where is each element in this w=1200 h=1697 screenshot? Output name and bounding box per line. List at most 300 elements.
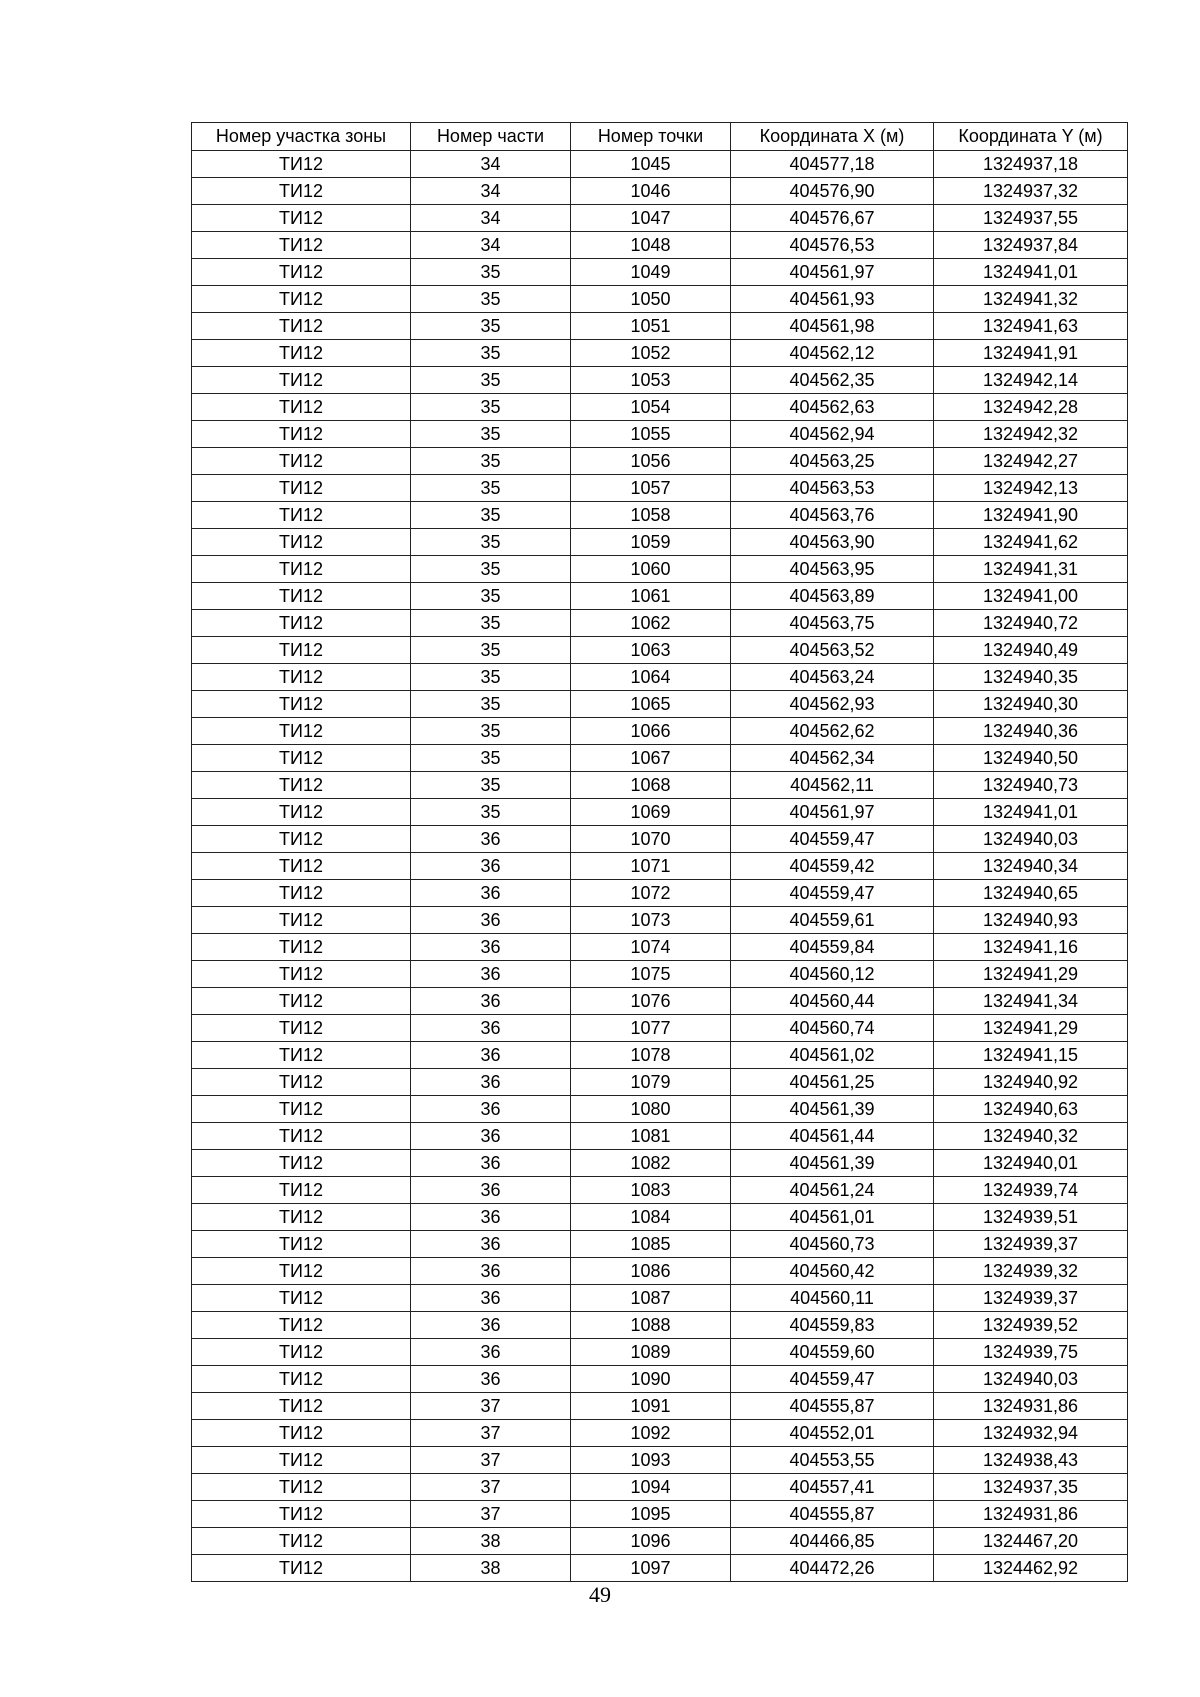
- page-number: 49: [589, 1582, 611, 1607]
- table-row: [192, 637, 1128, 664]
- cell-point-number: 1074: [571, 934, 731, 961]
- cell-coordinate-x: 404561,98: [731, 313, 934, 340]
- cell-zone-section: ТИ12: [192, 448, 411, 475]
- cell-zone-section: ТИ12: [192, 475, 411, 502]
- cell-zone-section: ТИ12: [192, 1096, 411, 1123]
- cell-point-number: 1052: [571, 340, 731, 367]
- cell-coordinate-y: 1324467,20: [934, 1528, 1128, 1555]
- cell-coordinate-y: 1324940,35: [934, 664, 1128, 691]
- cell-point-number: 1054: [571, 394, 731, 421]
- cell-coordinate-x: 404561,25: [731, 1069, 934, 1096]
- cell-coordinate-x: 404559,84: [731, 934, 934, 961]
- cell-part-number: 35: [411, 448, 571, 475]
- cell-zone-section: ТИ12: [192, 232, 411, 259]
- cell-point-number: 1050: [571, 286, 731, 313]
- cell-point-number: 1085: [571, 1231, 731, 1258]
- cell-coordinate-y: 1324940,30: [934, 691, 1128, 718]
- cell-part-number: 36: [411, 1096, 571, 1123]
- cell-coordinate-y: 1324940,63: [934, 1096, 1128, 1123]
- cell-part-number: 37: [411, 1474, 571, 1501]
- cell-zone-section: ТИ12: [192, 1015, 411, 1042]
- cell-zone-section: ТИ12: [192, 718, 411, 745]
- cell-coordinate-x: 404561,01: [731, 1204, 934, 1231]
- table-body: [192, 151, 1128, 1582]
- table-row: [192, 1393, 1128, 1420]
- cell-coordinate-y: 1324940,32: [934, 1123, 1128, 1150]
- table-row: [192, 1447, 1128, 1474]
- cell-part-number: 35: [411, 637, 571, 664]
- cell-part-number: 36: [411, 934, 571, 961]
- cell-part-number: 35: [411, 664, 571, 691]
- cell-part-number: 36: [411, 1069, 571, 1096]
- table-row: [192, 1285, 1128, 1312]
- table-row: [192, 799, 1128, 826]
- cell-coordinate-y: 1324940,03: [934, 1366, 1128, 1393]
- cell-zone-section: ТИ12: [192, 1123, 411, 1150]
- cell-zone-section: ТИ12: [192, 1528, 411, 1555]
- table-row: [192, 340, 1128, 367]
- cell-part-number: 35: [411, 799, 571, 826]
- cell-zone-section: ТИ12: [192, 826, 411, 853]
- cell-point-number: 1082: [571, 1150, 731, 1177]
- cell-zone-section: ТИ12: [192, 394, 411, 421]
- table-row: [192, 556, 1128, 583]
- cell-point-number: 1079: [571, 1069, 731, 1096]
- cell-coordinate-y: 1324942,13: [934, 475, 1128, 502]
- cell-coordinate-y: 1324941,01: [934, 799, 1128, 826]
- cell-zone-section: ТИ12: [192, 529, 411, 556]
- table-row: [192, 610, 1128, 637]
- cell-point-number: 1090: [571, 1366, 731, 1393]
- cell-part-number: 34: [411, 178, 571, 205]
- cell-coordinate-x: 404561,97: [731, 259, 934, 286]
- cell-part-number: 34: [411, 151, 571, 178]
- cell-part-number: 35: [411, 394, 571, 421]
- table-row: [192, 1555, 1128, 1582]
- cell-zone-section: ТИ12: [192, 1555, 411, 1582]
- header-part-number: Номер части: [411, 123, 571, 151]
- cell-coordinate-y: 1324940,65: [934, 880, 1128, 907]
- table-row: [192, 1015, 1128, 1042]
- cell-point-number: 1051: [571, 313, 731, 340]
- table-row: [192, 1420, 1128, 1447]
- cell-part-number: 35: [411, 475, 571, 502]
- cell-coordinate-x: 404552,01: [731, 1420, 934, 1447]
- cell-part-number: 35: [411, 772, 571, 799]
- cell-coordinate-x: 404562,11: [731, 772, 934, 799]
- cell-zone-section: ТИ12: [192, 1042, 411, 1069]
- cell-coordinate-x: 404560,42: [731, 1258, 934, 1285]
- cell-coordinate-y: 1324940,73: [934, 772, 1128, 799]
- cell-part-number: 36: [411, 1150, 571, 1177]
- cell-part-number: 38: [411, 1555, 571, 1582]
- cell-point-number: 1047: [571, 205, 731, 232]
- cell-part-number: 36: [411, 1312, 571, 1339]
- cell-coordinate-y: 1324941,63: [934, 313, 1128, 340]
- cell-coordinate-x: 404559,60: [731, 1339, 934, 1366]
- table-row: [192, 232, 1128, 259]
- cell-coordinate-x: 404563,95: [731, 556, 934, 583]
- cell-part-number: 35: [411, 718, 571, 745]
- cell-zone-section: ТИ12: [192, 1177, 411, 1204]
- cell-coordinate-x: 404563,25: [731, 448, 934, 475]
- cell-point-number: 1088: [571, 1312, 731, 1339]
- cell-part-number: 34: [411, 205, 571, 232]
- cell-coordinate-y: 1324939,52: [934, 1312, 1128, 1339]
- table-row: [192, 421, 1128, 448]
- cell-coordinate-y: 1324941,00: [934, 583, 1128, 610]
- cell-coordinate-x: 404563,76: [731, 502, 934, 529]
- cell-part-number: 35: [411, 529, 571, 556]
- cell-zone-section: ТИ12: [192, 610, 411, 637]
- cell-point-number: 1070: [571, 826, 731, 853]
- cell-coordinate-x: 404559,42: [731, 853, 934, 880]
- table-row: [192, 1231, 1128, 1258]
- cell-part-number: 36: [411, 1231, 571, 1258]
- cell-coordinate-x: 404561,24: [731, 1177, 934, 1204]
- cell-coordinate-y: 1324940,36: [934, 718, 1128, 745]
- cell-coordinate-y: 1324941,32: [934, 286, 1128, 313]
- cell-point-number: 1080: [571, 1096, 731, 1123]
- cell-coordinate-x: 404561,39: [731, 1150, 934, 1177]
- cell-coordinate-x: 404561,39: [731, 1096, 934, 1123]
- table-row: [192, 664, 1128, 691]
- cell-point-number: 1097: [571, 1555, 731, 1582]
- cell-coordinate-y: 1324939,37: [934, 1231, 1128, 1258]
- cell-part-number: 36: [411, 1015, 571, 1042]
- cell-point-number: 1084: [571, 1204, 731, 1231]
- table-row: [192, 286, 1128, 313]
- table-row: [192, 907, 1128, 934]
- cell-point-number: 1049: [571, 259, 731, 286]
- cell-part-number: 37: [411, 1393, 571, 1420]
- cell-zone-section: ТИ12: [192, 1501, 411, 1528]
- table-row: [192, 934, 1128, 961]
- cell-coordinate-y: 1324942,27: [934, 448, 1128, 475]
- cell-part-number: 36: [411, 1177, 571, 1204]
- cell-coordinate-y: 1324939,75: [934, 1339, 1128, 1366]
- cell-coordinate-y: 1324939,32: [934, 1258, 1128, 1285]
- cell-coordinate-x: 404562,35: [731, 367, 934, 394]
- cell-point-number: 1091: [571, 1393, 731, 1420]
- table-row: [192, 988, 1128, 1015]
- cell-zone-section: ТИ12: [192, 313, 411, 340]
- cell-coordinate-y: 1324939,74: [934, 1177, 1128, 1204]
- cell-zone-section: ТИ12: [192, 178, 411, 205]
- table-row: [192, 853, 1128, 880]
- cell-part-number: 35: [411, 313, 571, 340]
- cell-zone-section: ТИ12: [192, 664, 411, 691]
- cell-point-number: 1071: [571, 853, 731, 880]
- cell-part-number: 36: [411, 880, 571, 907]
- cell-zone-section: ТИ12: [192, 1312, 411, 1339]
- cell-part-number: 36: [411, 1285, 571, 1312]
- table-row: [192, 178, 1128, 205]
- cell-point-number: 1093: [571, 1447, 731, 1474]
- table-row: [192, 1150, 1128, 1177]
- cell-part-number: 36: [411, 988, 571, 1015]
- cell-zone-section: ТИ12: [192, 745, 411, 772]
- header-coordinate-x: Координата X (м): [731, 123, 934, 151]
- table-row: [192, 718, 1128, 745]
- cell-zone-section: ТИ12: [192, 907, 411, 934]
- cell-zone-section: ТИ12: [192, 1339, 411, 1366]
- cell-point-number: 1057: [571, 475, 731, 502]
- cell-coordinate-y: 1324941,15: [934, 1042, 1128, 1069]
- cell-coordinate-x: 404561,97: [731, 799, 934, 826]
- table-row: [192, 151, 1128, 178]
- cell-part-number: 35: [411, 610, 571, 637]
- table-row: [192, 394, 1128, 421]
- cell-point-number: 1086: [571, 1258, 731, 1285]
- table-row: [192, 1258, 1128, 1285]
- cell-point-number: 1087: [571, 1285, 731, 1312]
- cell-zone-section: ТИ12: [192, 340, 411, 367]
- cell-zone-section: ТИ12: [192, 961, 411, 988]
- cell-zone-section: ТИ12: [192, 421, 411, 448]
- cell-point-number: 1063: [571, 637, 731, 664]
- cell-coordinate-y: 1324941,62: [934, 529, 1128, 556]
- cell-part-number: 36: [411, 1042, 571, 1069]
- cell-coordinate-x: 404560,12: [731, 961, 934, 988]
- cell-coordinate-x: 404562,62: [731, 718, 934, 745]
- cell-part-number: 35: [411, 502, 571, 529]
- cell-part-number: 35: [411, 340, 571, 367]
- cell-coordinate-y: 1324938,43: [934, 1447, 1128, 1474]
- cell-coordinate-y: 1324937,35: [934, 1474, 1128, 1501]
- cell-point-number: 1095: [571, 1501, 731, 1528]
- table-row: [192, 1366, 1128, 1393]
- cell-zone-section: ТИ12: [192, 1447, 411, 1474]
- cell-zone-section: ТИ12: [192, 1420, 411, 1447]
- cell-coordinate-y: 1324940,50: [934, 745, 1128, 772]
- cell-zone-section: ТИ12: [192, 1366, 411, 1393]
- cell-coordinate-y: 1324940,49: [934, 637, 1128, 664]
- cell-point-number: 1065: [571, 691, 731, 718]
- cell-coordinate-x: 404562,94: [731, 421, 934, 448]
- header-zone-section: Номер участка зоны: [192, 123, 411, 151]
- cell-coordinate-y: 1324939,37: [934, 1285, 1128, 1312]
- cell-zone-section: ТИ12: [192, 1204, 411, 1231]
- cell-part-number: 36: [411, 853, 571, 880]
- cell-point-number: 1069: [571, 799, 731, 826]
- cell-coordinate-x: 404559,47: [731, 880, 934, 907]
- cell-coordinate-y: 1324942,32: [934, 421, 1128, 448]
- table-row: [192, 475, 1128, 502]
- cell-coordinate-x: 404561,02: [731, 1042, 934, 1069]
- cell-coordinate-x: 404563,75: [731, 610, 934, 637]
- table-row: [192, 1474, 1128, 1501]
- cell-coordinate-x: 404576,90: [731, 178, 934, 205]
- cell-zone-section: ТИ12: [192, 1258, 411, 1285]
- cell-point-number: 1055: [571, 421, 731, 448]
- cell-coordinate-x: 404472,26: [731, 1555, 934, 1582]
- cell-zone-section: ТИ12: [192, 556, 411, 583]
- cell-coordinate-y: 1324937,32: [934, 178, 1128, 205]
- cell-part-number: 35: [411, 691, 571, 718]
- cell-coordinate-x: 404560,73: [731, 1231, 934, 1258]
- cell-zone-section: ТИ12: [192, 1231, 411, 1258]
- cell-zone-section: ТИ12: [192, 691, 411, 718]
- cell-coordinate-y: 1324940,03: [934, 826, 1128, 853]
- cell-part-number: 37: [411, 1420, 571, 1447]
- cell-coordinate-y: 1324942,28: [934, 394, 1128, 421]
- cell-coordinate-y: 1324940,01: [934, 1150, 1128, 1177]
- cell-part-number: 35: [411, 286, 571, 313]
- cell-zone-section: ТИ12: [192, 583, 411, 610]
- cell-point-number: 1056: [571, 448, 731, 475]
- table-row: [192, 691, 1128, 718]
- cell-point-number: 1058: [571, 502, 731, 529]
- cell-coordinate-x: 404557,41: [731, 1474, 934, 1501]
- cell-coordinate-y: 1324940,34: [934, 853, 1128, 880]
- table-row: [192, 880, 1128, 907]
- cell-coordinate-x: 404577,18: [731, 151, 934, 178]
- cell-zone-section: ТИ12: [192, 205, 411, 232]
- cell-part-number: 38: [411, 1528, 571, 1555]
- cell-part-number: 35: [411, 367, 571, 394]
- cell-part-number: 36: [411, 907, 571, 934]
- cell-coordinate-x: 404563,24: [731, 664, 934, 691]
- cell-zone-section: ТИ12: [192, 988, 411, 1015]
- table-header-row: [192, 123, 1128, 151]
- cell-coordinate-y: 1324941,34: [934, 988, 1128, 1015]
- cell-part-number: 37: [411, 1501, 571, 1528]
- cell-part-number: 37: [411, 1447, 571, 1474]
- cell-coordinate-y: 1324937,84: [934, 232, 1128, 259]
- coordinates-table: [191, 122, 1128, 1582]
- cell-point-number: 1094: [571, 1474, 731, 1501]
- cell-coordinate-y: 1324940,72: [934, 610, 1128, 637]
- table-row: [192, 745, 1128, 772]
- cell-coordinate-x: 404559,47: [731, 1366, 934, 1393]
- cell-coordinate-x: 404555,87: [731, 1501, 934, 1528]
- cell-zone-section: ТИ12: [192, 880, 411, 907]
- cell-coordinate-x: 404576,53: [731, 232, 934, 259]
- table-row: [192, 1501, 1128, 1528]
- cell-coordinate-y: 1324940,92: [934, 1069, 1128, 1096]
- cell-coordinate-y: 1324462,92: [934, 1555, 1128, 1582]
- cell-zone-section: ТИ12: [192, 259, 411, 286]
- cell-zone-section: ТИ12: [192, 502, 411, 529]
- cell-coordinate-y: 1324941,01: [934, 259, 1128, 286]
- cell-part-number: 36: [411, 1258, 571, 1285]
- table-row: [192, 1204, 1128, 1231]
- cell-part-number: 34: [411, 232, 571, 259]
- cell-point-number: 1061: [571, 583, 731, 610]
- cell-point-number: 1073: [571, 907, 731, 934]
- cell-zone-section: ТИ12: [192, 853, 411, 880]
- cell-part-number: 36: [411, 961, 571, 988]
- cell-coordinate-y: 1324942,14: [934, 367, 1128, 394]
- table-row: [192, 1177, 1128, 1204]
- cell-coordinate-x: 404561,44: [731, 1123, 934, 1150]
- cell-zone-section: ТИ12: [192, 772, 411, 799]
- cell-coordinate-y: 1324941,31: [934, 556, 1128, 583]
- cell-zone-section: ТИ12: [192, 1393, 411, 1420]
- cell-coordinate-x: 404562,93: [731, 691, 934, 718]
- cell-coordinate-x: 404560,11: [731, 1285, 934, 1312]
- table-row: [192, 1069, 1128, 1096]
- cell-part-number: 36: [411, 1366, 571, 1393]
- cell-coordinate-y: 1324940,93: [934, 907, 1128, 934]
- table-row: [192, 826, 1128, 853]
- table-row: [192, 1528, 1128, 1555]
- table-row: [192, 961, 1128, 988]
- cell-point-number: 1067: [571, 745, 731, 772]
- cell-zone-section: ТИ12: [192, 1150, 411, 1177]
- cell-point-number: 1072: [571, 880, 731, 907]
- cell-zone-section: ТИ12: [192, 1285, 411, 1312]
- cell-coordinate-y: 1324941,29: [934, 961, 1128, 988]
- cell-point-number: 1053: [571, 367, 731, 394]
- table-row: [192, 205, 1128, 232]
- table-row: [192, 1096, 1128, 1123]
- cell-zone-section: ТИ12: [192, 286, 411, 313]
- cell-point-number: 1062: [571, 610, 731, 637]
- cell-coordinate-x: 404563,52: [731, 637, 934, 664]
- cell-point-number: 1048: [571, 232, 731, 259]
- cell-zone-section: ТИ12: [192, 637, 411, 664]
- cell-coordinate-x: 404561,93: [731, 286, 934, 313]
- cell-part-number: 35: [411, 259, 571, 286]
- table-row: [192, 448, 1128, 475]
- table-row: [192, 772, 1128, 799]
- cell-coordinate-y: 1324941,29: [934, 1015, 1128, 1042]
- cell-coordinate-y: 1324941,16: [934, 934, 1128, 961]
- cell-coordinate-x: 404553,55: [731, 1447, 934, 1474]
- cell-point-number: 1078: [571, 1042, 731, 1069]
- cell-zone-section: ТИ12: [192, 799, 411, 826]
- cell-part-number: 36: [411, 1204, 571, 1231]
- cell-point-number: 1064: [571, 664, 731, 691]
- cell-point-number: 1077: [571, 1015, 731, 1042]
- cell-point-number: 1092: [571, 1420, 731, 1447]
- cell-zone-section: ТИ12: [192, 151, 411, 178]
- table-row: [192, 583, 1128, 610]
- cell-coordinate-x: 404559,47: [731, 826, 934, 853]
- cell-point-number: 1045: [571, 151, 731, 178]
- cell-coordinate-y: 1324931,86: [934, 1393, 1128, 1420]
- cell-coordinate-x: 404559,61: [731, 907, 934, 934]
- cell-coordinate-y: 1324932,94: [934, 1420, 1128, 1447]
- cell-coordinate-x: 404562,63: [731, 394, 934, 421]
- cell-part-number: 35: [411, 745, 571, 772]
- cell-part-number: 36: [411, 1123, 571, 1150]
- table-row: [192, 1312, 1128, 1339]
- table-row: [192, 313, 1128, 340]
- table-row: [192, 1339, 1128, 1366]
- cell-point-number: 1081: [571, 1123, 731, 1150]
- cell-coordinate-x: 404563,89: [731, 583, 934, 610]
- cell-coordinate-y: 1324937,55: [934, 205, 1128, 232]
- cell-part-number: 36: [411, 1339, 571, 1366]
- cell-point-number: 1096: [571, 1528, 731, 1555]
- table-row: [192, 529, 1128, 556]
- cell-point-number: 1089: [571, 1339, 731, 1366]
- cell-coordinate-y: 1324937,18: [934, 151, 1128, 178]
- table-row: [192, 1123, 1128, 1150]
- cell-point-number: 1060: [571, 556, 731, 583]
- header-coordinate-y: Координата Y (м): [934, 123, 1128, 151]
- cell-coordinate-x: 404559,83: [731, 1312, 934, 1339]
- cell-coordinate-y: 1324931,86: [934, 1501, 1128, 1528]
- table-row: [192, 502, 1128, 529]
- header-point-number: Номер точки: [571, 123, 731, 151]
- cell-part-number: 35: [411, 583, 571, 610]
- cell-coordinate-x: 404563,53: [731, 475, 934, 502]
- cell-zone-section: ТИ12: [192, 1069, 411, 1096]
